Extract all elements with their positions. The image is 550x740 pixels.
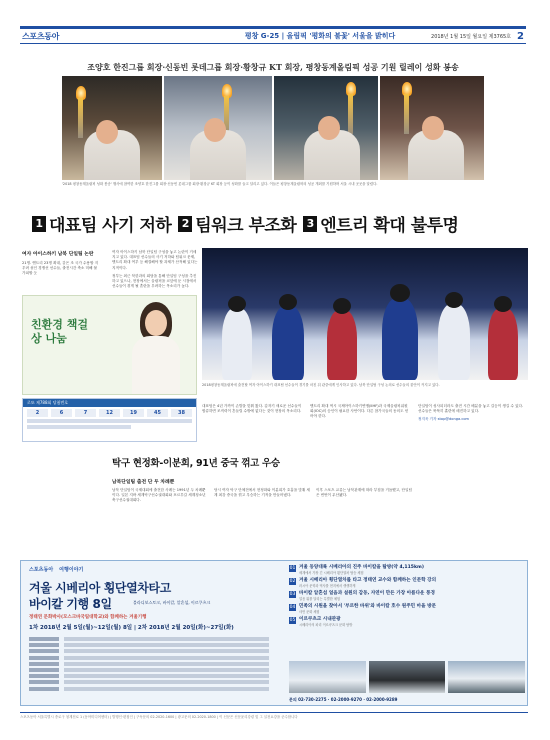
promo-ad[interactable] — [22, 295, 197, 395]
lotto-number: 2 — [27, 409, 48, 417]
torch-photo-1 — [62, 76, 162, 180]
second-column-3 — [316, 488, 412, 498]
highlight-sub: 시베리아의 파리 이르쿠츠크 문화 탐방 — [299, 623, 353, 627]
highlight-number: 05 — [289, 618, 296, 623]
main-headline — [32, 211, 518, 236]
photo-caption: '2018 평창동계올림픽 성화 봉송' 행사에 참여한 조양호 한진그룹 회장·신동빈 롯데그룹 회장·황창규 KT 회장 등이 성화를 들고 달리고 있다. 이들은 평창동계올림픽의 성공 개최를 기원하며 서울 시내 곳곳을 달렸다. — [62, 182, 378, 186]
second-headline: 탁구 현정화-이분희, 91년 중국 꺾고 우승 — [112, 458, 280, 469]
ad-itinerary — [29, 637, 279, 693]
lotto-title: 로또 제788회 당첨번호 — [23, 399, 196, 407]
ad-title-line-1: 겨울 시베리아 횡단열차타고 — [29, 581, 171, 595]
right-text-2: 엔트리 확대 역시 국제아이스하키연맹(IIHF)과 국제올림픽위원회(IOC)의 승인이 필요한 사안이다. 다른 참가국들의 동의도 얻어야 한다. — [310, 404, 409, 419]
travel-ad[interactable] — [20, 560, 528, 706]
lotto-number: 38 — [171, 409, 192, 417]
ad-highlight — [289, 565, 525, 575]
highlight-sub: 세계에서 가장 긴 시베리아 횡단열차 탑승 체험 — [299, 571, 364, 575]
ad-highlight — [289, 617, 525, 627]
left-text: 21명. 엔트리 23명 확대, 같은 조 국가 수용할 지 우려 섞인 경쟁선 선수들, 출전시간 축소 미해 불가피할 듯 — [22, 261, 99, 276]
lotto-number: 12 — [99, 409, 120, 417]
page-number: 2 — [517, 30, 524, 42]
highlight-text: 민족의 시원을 찾아서 '부르한 바위'와 바이칼 호수 원주민 마을 방문 — [299, 604, 437, 609]
hockey-caption: 2018평창동계올림픽에 출전할 여자 아이스하키 대표팀 선수들이 경기를 마친 뒤 관중에게 인사하고 있다. 남북 단일팀 구성 논의로 선수들의 불안이 커지고 있다. — [202, 383, 440, 387]
issue-date: 2018년 1월 15일 월요일 제3765호 — [431, 33, 512, 40]
section-title: 평창 G-25 | 올림픽 '평화의 불꽃' 서울을 밝히다 — [244, 32, 396, 40]
ad-tagline: 정태연 문화박사(모스크바국립대학교)와 함께하는 겨울기행 — [29, 615, 147, 620]
byline[interactable]: 정지욱 기자 stop@donga.com — [418, 417, 470, 422]
highlight-text: 겨울 동양대륙 시베리아의 진주 바이칼을 탐방(약 4,115km) — [299, 565, 424, 570]
torch-relay-photos — [62, 76, 484, 180]
second-text-2: 당시 여자 탁구 단체전에서 현정화와 이분희가 호흡을 맞춰 세계 최강 중국을 꺾고 우승하는 기적을 만들어냈다. — [214, 488, 310, 498]
ad-title-line-2: 바이칼 기행 8일 — [29, 597, 112, 611]
second-text-3: 이후 스포츠 교류는 남북관계에 따라 부침을 거듭했고, 단일팀은 번번이 무산됐다. — [316, 488, 412, 498]
ad-highlight — [289, 604, 525, 614]
headline-part-1: 대표팀 사기 저하 — [49, 216, 172, 236]
left-column — [22, 250, 100, 277]
ad-brand-2: 여행이야기 — [59, 567, 84, 573]
highlight-sub: 러시아 문학과 역사를 현지에서 생생하게 — [299, 584, 356, 588]
second-subhead: 남북단일팀 출전 단 두 차례뿐 — [112, 480, 175, 485]
ad-route: 블라디보스토크, 바이칼, 알혼섬, 이르쿠츠크 — [133, 600, 211, 605]
torch-photo-2 — [164, 76, 272, 180]
ad-highlight — [289, 578, 525, 588]
headline-number-3: 3 — [303, 216, 317, 232]
right-text-1: 대표팀은 4년 가까이 손발을 맞춰 왔다. 갑자기 새로운 선수들이 합류하면 조직력이 흔들릴 수밖에 없다는 것이 현장의 목소리다. — [202, 404, 302, 414]
promo-model-image — [126, 302, 186, 395]
lotto-box — [22, 398, 197, 442]
ad-dates: 1차 2018년 2월 5일(월)~12일(월) 8일 | 2차 2018년 2월 20일(화)~27일(화) — [29, 625, 234, 631]
header-right — [431, 31, 524, 42]
highlight-number: 02 — [289, 579, 296, 584]
highlight-text: 바이칼 알혼섬 얼음과 설원의 감동, 자연이 만든 가장 아름다운 풍경 — [299, 591, 435, 596]
newspaper-logo[interactable]: 스포츠동아 — [22, 31, 60, 41]
highlight-sub: 얼음 위를 달리는 특별한 체험 — [299, 597, 341, 601]
page-header — [20, 26, 526, 44]
ice-hockey-photo — [202, 248, 528, 380]
left-subhead: 여자 아이스하키 남북 단일팀 논란 — [22, 252, 94, 257]
ad-logos — [29, 566, 83, 573]
ad-photo-3 — [448, 661, 525, 693]
ad-photo-strip — [289, 661, 525, 693]
ad-photo-1 — [289, 661, 366, 693]
second-column-1 — [112, 488, 208, 504]
right-column-2 — [310, 404, 410, 420]
ad-highlight — [289, 591, 525, 601]
lotto-number: 19 — [123, 409, 144, 417]
right-text-3: 단일팀이 성사되더라도 출전 시간 배분을 놓고 갈등이 생길 수 있다. 선수들은 묵묵히 훈련에 매진하고 있다. — [418, 404, 524, 414]
highlight-sub: 샤먼 문화 체험 — [299, 610, 320, 614]
lotto-number: 6 — [51, 409, 72, 417]
travel-ad-left — [21, 561, 286, 707]
lotto-numbers — [23, 407, 196, 417]
highlight-number: 03 — [289, 592, 296, 597]
highlight-text: 겨울 시베리아 횡단열차를 타고 정태연 교수와 함께하는 인문학 강의 — [299, 578, 437, 583]
ad-brand-1: 스포츠동아 — [29, 567, 54, 573]
headline-number-1: 1 — [32, 216, 46, 232]
highlight-text: 이르쿠츠크 시내관광 — [299, 617, 341, 622]
torch-photo-3 — [274, 76, 378, 180]
middle-text: 여자 아이스하키 남북 단일팀 구성을 놓고 논란이 거세지고 있다. 대표팀 선수들의 사기 저하와 팀워크 문제, 엔트리 확대 여부 등 해결해야 할 과제가 산적해 있다는 지적이다. — [112, 250, 198, 270]
highlight-number: 04 — [289, 605, 296, 610]
promo-title: 친환경 책걸상 나눔 — [31, 318, 88, 345]
lotto-number: 7 — [75, 409, 96, 417]
second-column-2 — [214, 488, 310, 498]
headline-part-3: 엔트리 확대 불투명 — [320, 216, 459, 236]
photo-headline: 조양호 한진그룹 회장·신동빈 롯데그룹 회장·황창규 KT 회장, 평창동계올림픽 성공 기원 릴레이 성화 봉송 — [87, 62, 459, 72]
second-text-1: 남북 단일팀이 국제대회에 출전한 사례는 1991년 두 차례뿐이다. 일본 지바 세계탁구선수권대회와 포르투갈 세계청소년축구선수권대회다. — [112, 488, 206, 503]
highlight-number: 01 — [289, 566, 296, 571]
middle-column — [112, 250, 198, 289]
travel-ad-highlights — [289, 565, 525, 630]
ad-photo-train — [369, 661, 446, 693]
right-column-1 — [202, 404, 302, 414]
ad-contact[interactable]: 문의 02-730-2275 · 02-2000-9270 · 02-2000-9289 — [289, 697, 398, 702]
middle-text-2: 정부는 최근 북한과의 회담을 통해 단일팀 구성을 추진하고 있으나, 현장에서는 올림픽을 코앞에 둔 시점에서 선수들이 겪게 될 혼란을 우려하는 목소리가 높다. — [112, 273, 197, 289]
right-column-3 — [418, 404, 526, 422]
lotto-number: 45 — [147, 409, 168, 417]
torch-photo-4 — [380, 76, 484, 180]
headline-number-2: 2 — [178, 216, 192, 232]
page-footer: 스포츠동아 서울특별시 종로구 청계천로 1 (동아미디어센터) | 발행인·편집인 | 구독문의 02-2020-1600 | 광고문의 02-2020-1800 | 이 신문은 신문윤리강령 및 그 실천요강을 준수합니다 — [20, 712, 528, 719]
headline-part-2: 팀워크 부조화 — [195, 216, 297, 236]
